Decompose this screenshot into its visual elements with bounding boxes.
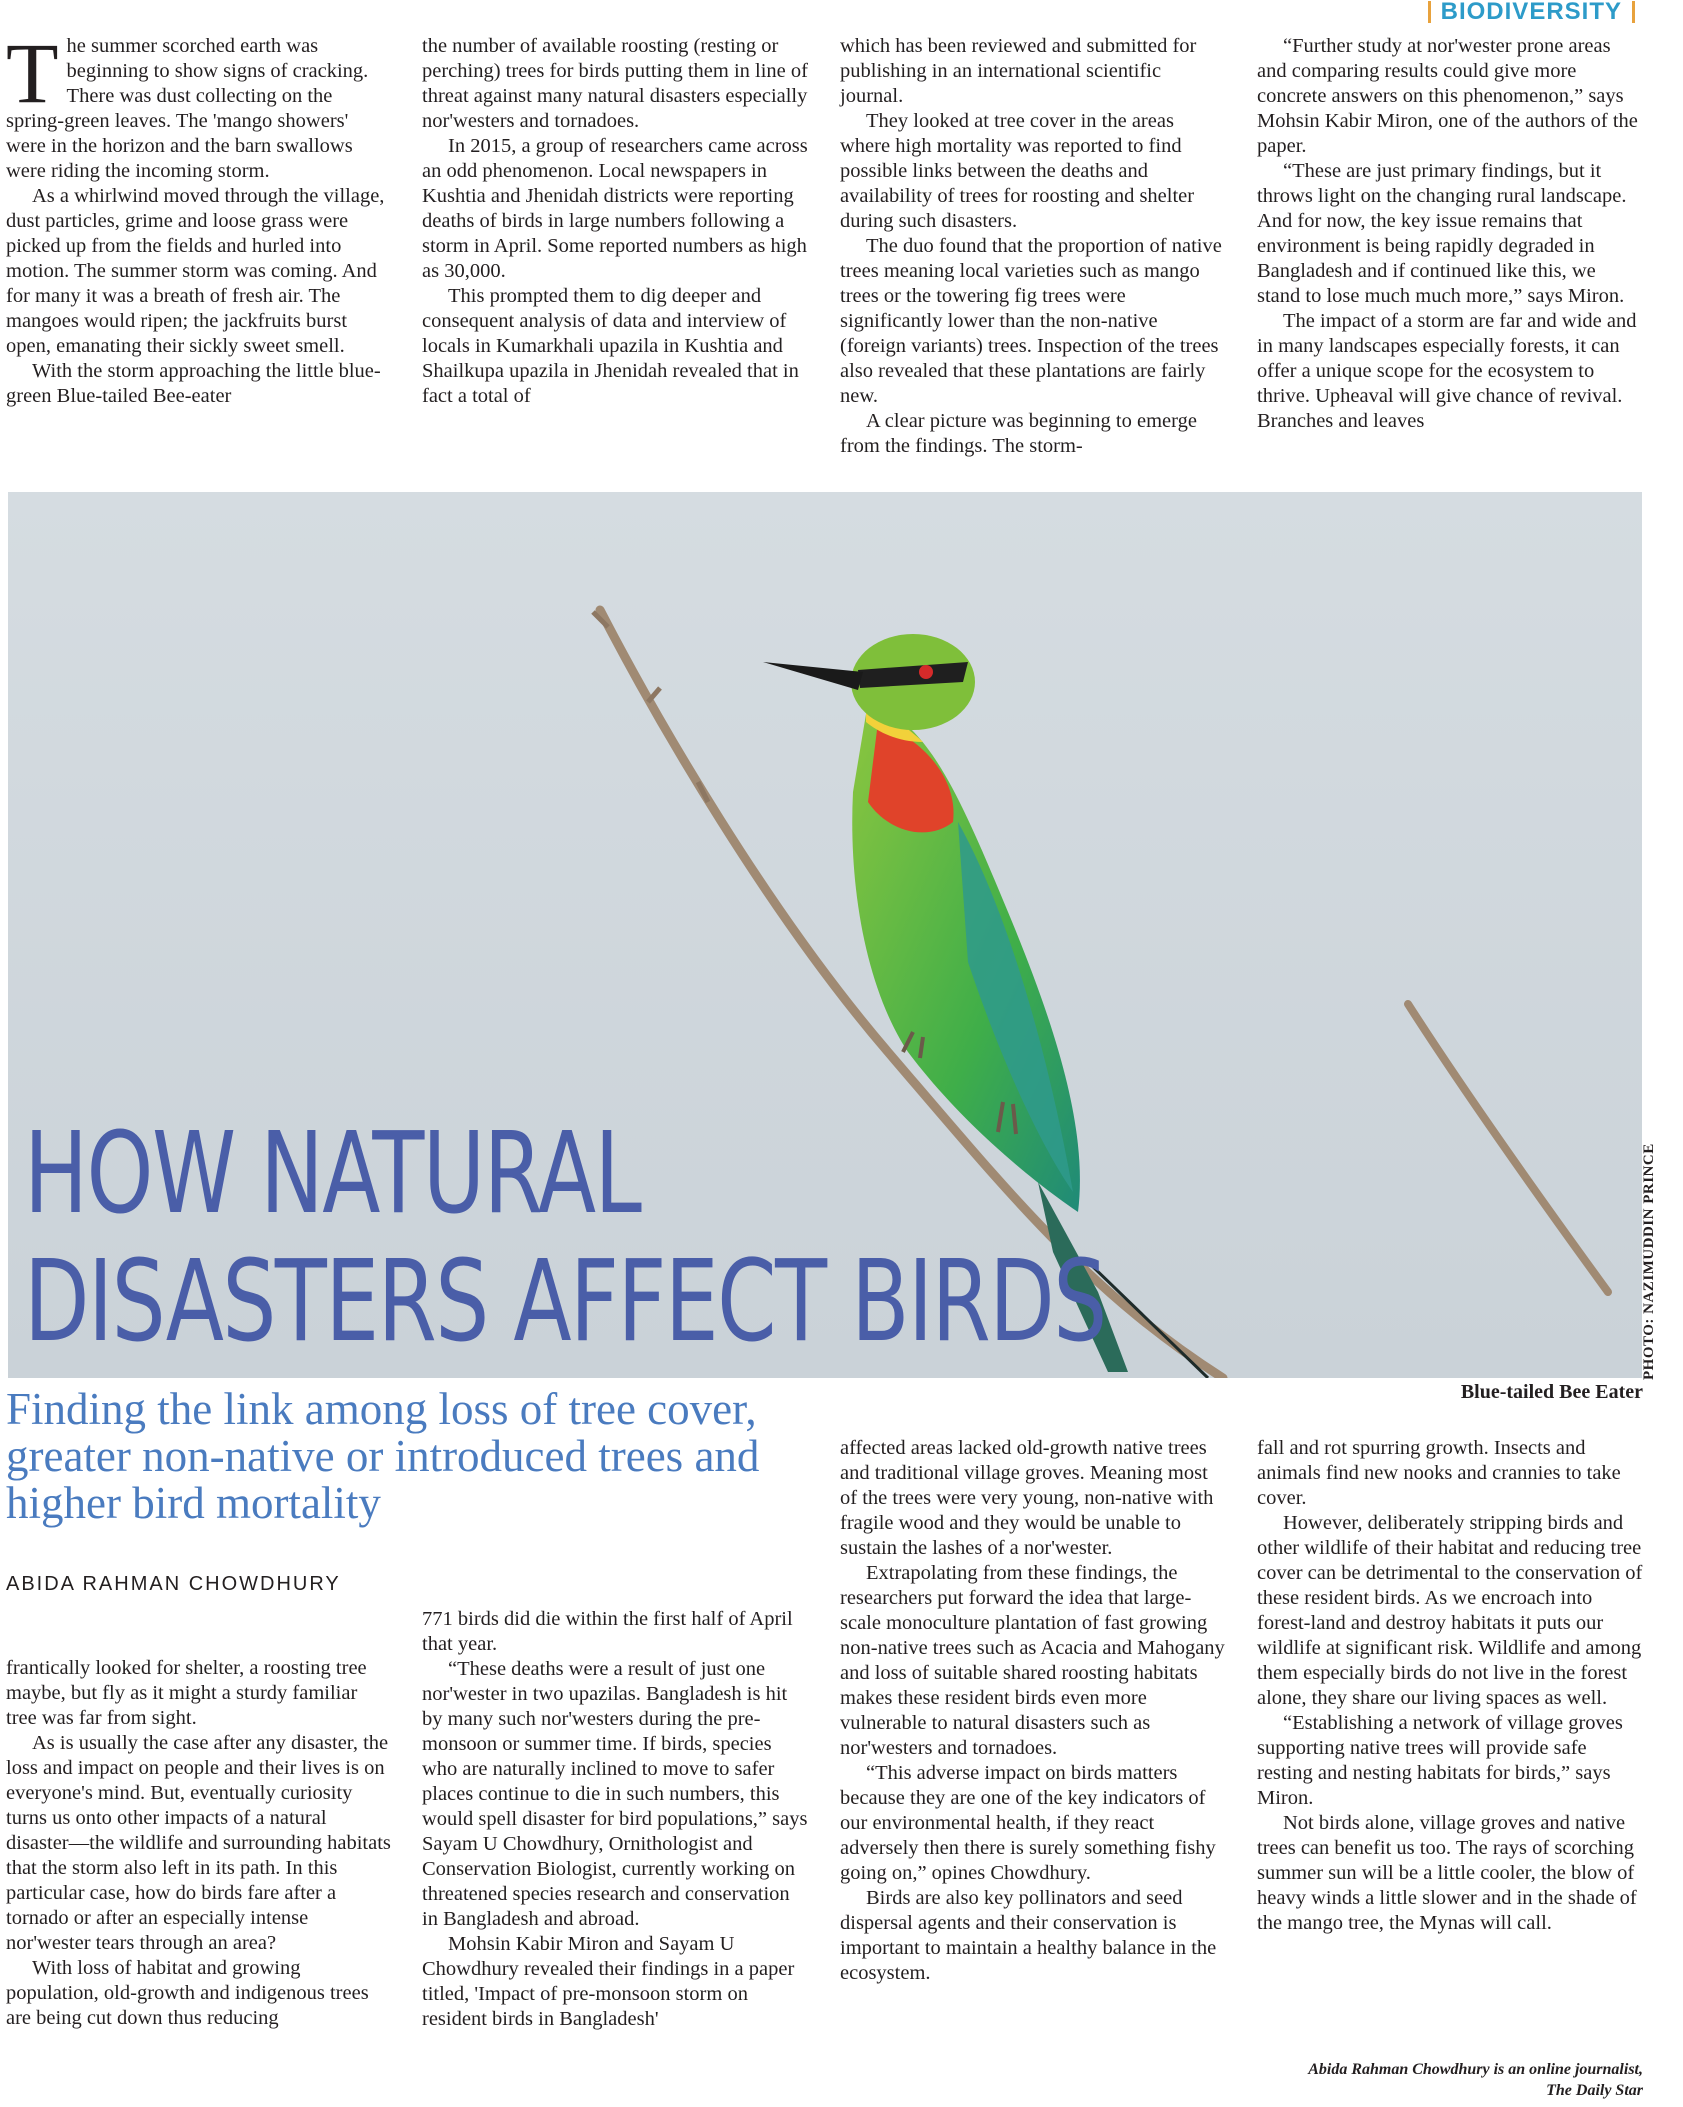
paragraph: frantically looked for shelter, a roosting tree maybe, but fly as it might a sturdy familiar tree was far from sight. [6, 1657, 367, 1729]
divider [1428, 1, 1431, 23]
article-column-4-bottom [1257, 1436, 1643, 1936]
headline-line-1: HOW NATURAL [24, 1109, 641, 1239]
paragraph: which has been reviewed and submitted for publishing in an international scientific journal. [840, 35, 1197, 107]
article-column-2-top [422, 34, 808, 409]
headline [24, 1110, 1106, 1366]
byline: ABIDA RAHMAN CHOWDHURY [6, 1573, 341, 1595]
article-column-2-bottom [422, 1607, 808, 2032]
paragraph: “These deaths were a result of just one nor'wester in two upazilas. Bangladesh is hit by many such nor'westers during the pre-monsoon or summer time. If birds, species who are naturally inclined to move to safer places continue to die in such numbers, this would spell disaster for bird populations,” says Sayam U Chowdhury, Ornithologist and Conservation Biologist, currently working on threatened species research and conservation in Bangladesh and abroad. [422, 1658, 808, 1930]
paragraph: As is usually the case after any disaster, the loss and impact on people and their lives is on everyone's mind. But, eventually curiosity turns us onto other impacts of a natural disaster—the wildlife and surrounding habitats that the storm also left in its path. In this particular case, how do birds fare after a tornado or after an especially intense nor'wester tears through an area? [6, 1732, 391, 1954]
bird-eye [919, 665, 933, 679]
author-note-line-2: The Daily Star [1546, 2082, 1643, 2099]
paragraph: Mohsin Kabir Miron and Sayam U Chowdhury revealed their findings in a paper titled, 'Impact of pre-monsoon storm on resident birds in Bangladesh' [422, 1933, 795, 2030]
paragraph: With loss of habitat and growing population, old-growth and indigenous trees are being cut down thus reducing [6, 1957, 369, 2029]
paragraph: However, deliberately stripping birds and other wildlife of their habitat and reducing tree cover can be detrimental to the conservation of these resident birds. As we encroach into forest-land and destroy habitats it puts our wildlife at significant risk. Wildlife and among them especially birds do not live in the forest alone, they share our living spaces as well. [1257, 1512, 1643, 1709]
paragraph: 771 birds did die within the first half of April that year. [422, 1608, 793, 1655]
paragraph: fall and rot spurring growth. Insects and animals find new nooks and crannies to take cover. [1257, 1437, 1621, 1509]
headline-line-2: DISASTERS AFFECT BIRDS [24, 1237, 1106, 1367]
paragraph: Extrapolating from these findings, the researchers put forward the idea that large-scale monoculture plantation of fast growing non-native trees such as Acacia and Mahogany and loss of suitable shared roosting habitats makes these resident birds even more vulnerable to natural disasters such as nor'westers and tornadoes. [840, 1562, 1225, 1759]
paragraph: Birds are also key pollinators and seed dispersal agents and their conservation is important to maintain a healthy balance in the ecosystem. [840, 1887, 1217, 1984]
article-column-3-top [840, 34, 1226, 459]
section-tag [1418, 0, 1645, 24]
paragraph: the number of available roosting (resting or perching) trees for birds putting them in line of threat against many natural disasters especially nor'westers and tornadoes. [422, 35, 808, 132]
article-column-1-top [6, 25, 391, 409]
paragraph: The impact of a storm are far and wide and in many landscapes especially forests, it can offer a unique scope for the ecosystem to thrive. Upheaval will give chance of revival. Branches and leaves [1257, 310, 1637, 432]
author-note-line-1: Abida Rahman Chowdhury is an online journalist, [1308, 2061, 1643, 2078]
paragraph: The duo found that the proportion of native trees meaning local varieties such as mango trees or the towering fig trees were significantly lower than the non-native (foreign variants) trees. Inspection of the trees also revealed that these plantations are fairly new. [840, 235, 1222, 407]
paragraph: he summer scorched earth was beginning to show signs of cracking. There was dust collecting on the spring-green leaves. The 'mango showers' were in the horizon and the barn swallows were riding the incoming storm. [6, 35, 369, 182]
paragraph: “Further study at nor'wester prone areas and comparing results could give more concrete answers on this phenomenon,” says Mohsin Kabir Miron, one of the authors of the paper. [1257, 35, 1638, 157]
paragraph: A clear picture was beginning to emerge from the findings. The storm- [840, 410, 1197, 457]
article-column-3-bottom [840, 1436, 1226, 1986]
article-column-4-top [1257, 34, 1643, 434]
paragraph: “Establishing a network of village groves supporting native trees will provide safe resting and nesting habitats for birds,” says Miron. [1257, 1712, 1623, 1809]
photo-credit: PHOTO: NAZIMUDDIN PRINCE [1641, 1143, 1657, 1380]
subheadline: Finding the link among loss of tree cover, greater non-native or introduced trees and higher bird mortality [6, 1384, 760, 1528]
paragraph: “These are just primary findings, but it throws light on the changing rural landscape. And for now, the key issue remains that environment is being rapidly degraded in Bangladesh and if continued like this, we stand to lose much much more,” says Miron. [1257, 160, 1627, 307]
paragraph: affected areas lacked old-growth native trees and traditional village groves. Meaning most of the trees were very young, non-native with fragile wood and they would be unable to sustain the lashes of a nor'wester. [840, 1437, 1214, 1559]
paragraph: Not birds alone, village groves and native trees can benefit us too. The rays of scorching summer sun will be a little cooler, the blow of heavy winds a little slower and in the shade of the mango tree, the Mynas will call. [1257, 1812, 1637, 1934]
paragraph: They looked at tree cover in the areas where high mortality was reported to find possible links between the deaths and availability of trees for roosting and shelter during such disasters. [840, 110, 1195, 232]
divider [1632, 1, 1635, 23]
section-label: BIODIVERSITY [1440, 0, 1622, 25]
article-column-1-bottom [6, 1656, 391, 2031]
author-note [1243, 2059, 1643, 2101]
paragraph: As a whirlwind moved through the village, dust particles, grime and loose grass were picked up from the fields and hurled into motion. The summer storm was coming. And for many it was a breath of fresh air. The mangoes would ripen; the jackfruits burst open, emanating their sickly sweet smell. [6, 185, 385, 357]
paragraph: In 2015, a group of researchers came across an odd phenomenon. Local newspapers in Kushtia and Jhenidah districts were reporting deaths of birds in large numbers following a storm in April. Some reported numbers as high as 30,000. [422, 135, 808, 282]
paragraph: With the storm approaching the little blue-green Blue-tailed Bee-eater [6, 360, 381, 407]
paragraph: This prompted them to dig deeper and consequent analysis of data and interview of locals in Kumarkhali upazila in Kushtia and Shailkupa upazila in Jhenidah revealed that in fact a total of [422, 285, 799, 407]
photo-caption: Blue-tailed Bee Eater [1460, 1381, 1643, 1403]
paragraph: “This adverse impact on birds matters because they are one of the key indicators of our environmental health, if they react adversely then there is surely something fishy going on,” opines Chowdhury. [840, 1762, 1216, 1884]
drop-cap: T [6, 25, 59, 121]
